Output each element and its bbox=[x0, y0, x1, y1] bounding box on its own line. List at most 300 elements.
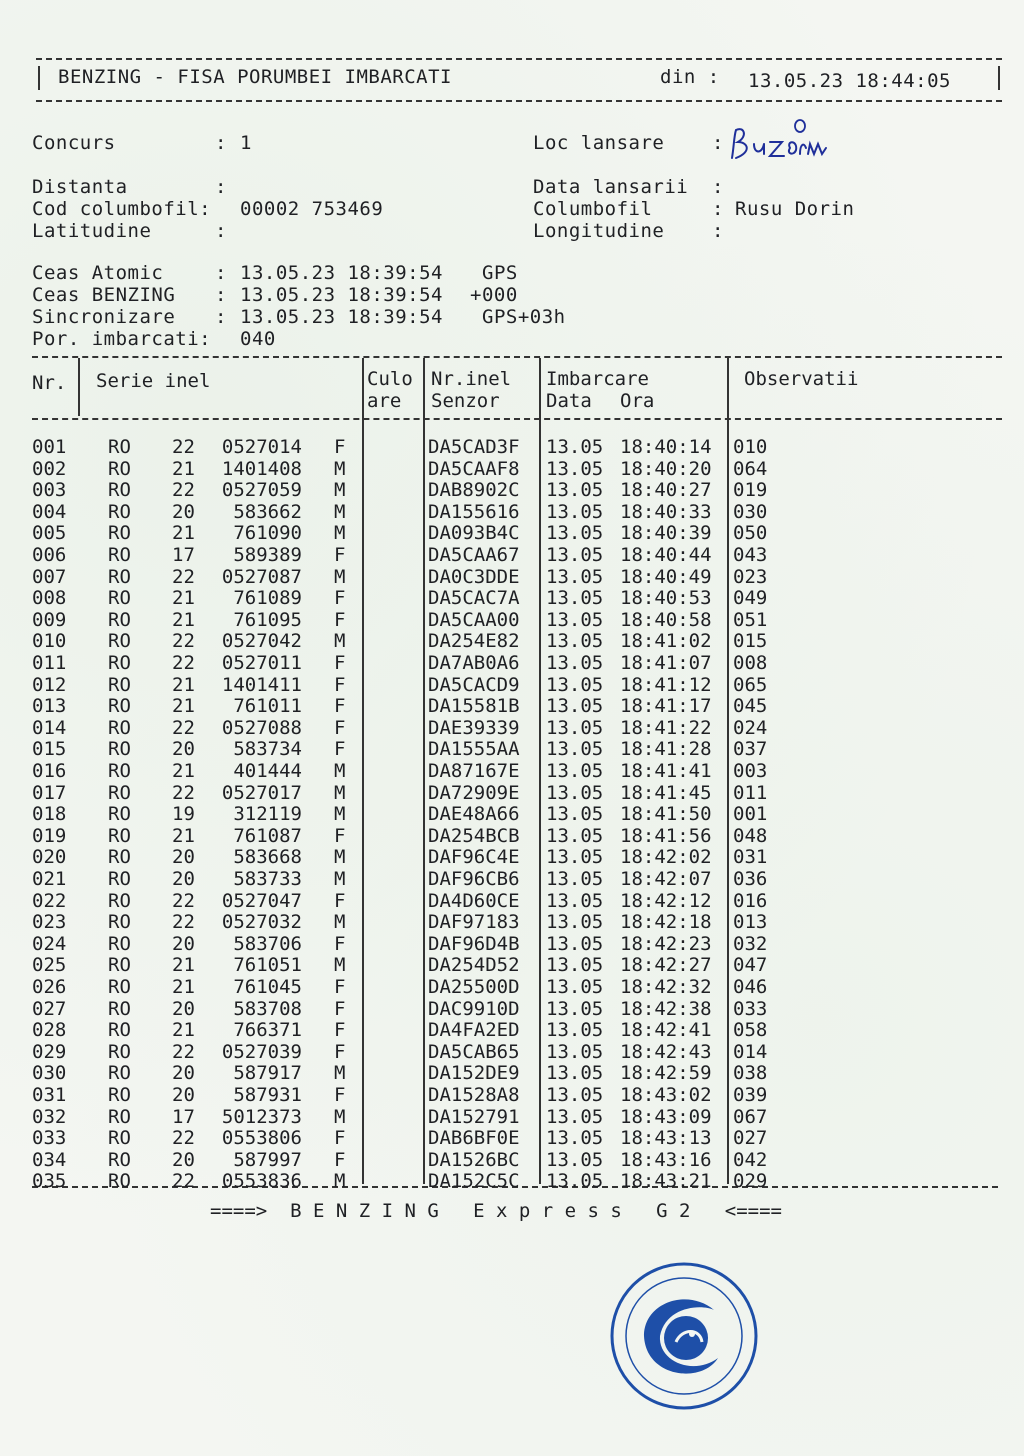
row-year: 22 bbox=[172, 436, 195, 458]
table-row bbox=[0, 479, 1024, 501]
row-sex: F bbox=[334, 738, 346, 761]
row-nr: 001 bbox=[32, 436, 67, 458]
row-sex: M bbox=[334, 630, 346, 653]
row-year: 20 bbox=[172, 932, 195, 955]
loc-lansare-label: Loc lansare bbox=[533, 132, 665, 154]
table-row bbox=[0, 825, 1024, 847]
row-time: 18:43:13 bbox=[620, 1127, 712, 1150]
row-year: 21 bbox=[172, 824, 195, 847]
row-nr: 029 bbox=[32, 1040, 67, 1063]
row-sex: F bbox=[334, 673, 346, 696]
row-country: RO bbox=[108, 652, 131, 674]
row-year: 21 bbox=[172, 522, 195, 545]
row-date: 13.05 bbox=[546, 976, 604, 998]
row-nr: 021 bbox=[32, 868, 67, 890]
row-observatii: 029 bbox=[733, 1170, 768, 1193]
row-nr: 032 bbox=[32, 1105, 67, 1128]
row-country: RO bbox=[108, 1127, 131, 1150]
row-observatii: 048 bbox=[733, 824, 768, 847]
row-observatii: 049 bbox=[733, 587, 768, 610]
row-time: 18:42:12 bbox=[620, 889, 712, 912]
ceas-atomic-colon: : bbox=[215, 262, 227, 284]
row-nr: 024 bbox=[32, 932, 67, 955]
row-date: 13.05 bbox=[546, 1084, 604, 1106]
row-observatii: 067 bbox=[733, 1105, 768, 1128]
row-time: 18:40:44 bbox=[620, 544, 712, 566]
row-ring: 583706 bbox=[233, 932, 302, 955]
row-ring: 587931 bbox=[233, 1084, 302, 1106]
row-country: RO bbox=[108, 1084, 131, 1106]
header-data: Data bbox=[546, 390, 592, 412]
row-observatii: 033 bbox=[733, 997, 768, 1020]
row-country: RO bbox=[108, 997, 131, 1020]
row-sensor: DA5CAAF8 bbox=[428, 457, 520, 480]
table-top-border bbox=[32, 356, 1002, 358]
table-row bbox=[0, 566, 1024, 588]
table-row bbox=[0, 501, 1024, 523]
row-observatii: 015 bbox=[733, 630, 768, 653]
row-sensor: DA5CAA00 bbox=[428, 608, 520, 631]
row-observatii: 051 bbox=[733, 608, 768, 631]
sincronizare-colon: : bbox=[215, 306, 227, 328]
ceas-benzing-colon: : bbox=[215, 284, 227, 306]
row-sex: F bbox=[334, 587, 346, 610]
row-date: 13.05 bbox=[546, 846, 604, 869]
row-sex: F bbox=[334, 436, 346, 458]
row-sensor: DAF96D4B bbox=[428, 932, 520, 955]
row-year: 22 bbox=[172, 911, 195, 934]
row-year: 22 bbox=[172, 716, 195, 739]
header-nrinel-2: Senzor bbox=[431, 390, 500, 412]
table-row bbox=[0, 587, 1024, 609]
row-sex: F bbox=[334, 824, 346, 847]
row-ring: 583708 bbox=[233, 997, 302, 1020]
row-sex: F bbox=[334, 544, 346, 566]
row-sex: M bbox=[334, 1105, 346, 1128]
table-row bbox=[0, 1149, 1024, 1171]
row-year: 21 bbox=[172, 695, 195, 718]
longitudine-colon: : bbox=[712, 220, 724, 242]
row-sensor: DA15581B bbox=[428, 695, 520, 718]
row-sex: M bbox=[334, 1062, 346, 1085]
table-row bbox=[0, 674, 1024, 696]
row-observatii: 016 bbox=[733, 889, 768, 912]
row-year: 20 bbox=[172, 1062, 195, 1085]
row-sex: F bbox=[334, 1019, 346, 1042]
row-year: 20 bbox=[172, 500, 195, 523]
row-sensor: DA5CAD3F bbox=[428, 436, 520, 458]
row-year: 21 bbox=[172, 976, 195, 998]
header-serie-inel: Serie inel bbox=[96, 370, 211, 392]
row-ring: 761090 bbox=[233, 522, 302, 545]
data-lansarii-label: Data lansarii bbox=[533, 176, 689, 198]
row-time: 18:41:12 bbox=[620, 673, 712, 696]
table-row bbox=[0, 1062, 1024, 1084]
sincronizare-value: 13.05.23 18:39:54 bbox=[240, 306, 443, 328]
row-nr: 015 bbox=[32, 738, 67, 761]
row-sensor: DA5CAC7A bbox=[428, 587, 520, 610]
row-nr: 007 bbox=[32, 565, 67, 588]
row-ring: 0527039 bbox=[221, 1040, 302, 1063]
row-time: 18:42:23 bbox=[620, 932, 712, 955]
table-row bbox=[0, 868, 1024, 890]
table-row bbox=[0, 1106, 1024, 1128]
ceas-benzing-value: 13.05.23 18:39:54 bbox=[240, 284, 443, 306]
row-ring: 1401408 bbox=[221, 457, 302, 480]
table-row bbox=[0, 976, 1024, 998]
row-sensor: DA0C3DDE bbox=[428, 565, 520, 588]
row-observatii: 064 bbox=[733, 457, 768, 480]
table-row bbox=[0, 652, 1024, 674]
row-date: 13.05 bbox=[546, 954, 604, 977]
ceas-atomic-suffix: GPS bbox=[482, 262, 518, 284]
row-country: RO bbox=[108, 457, 131, 480]
row-country: RO bbox=[108, 1148, 131, 1171]
table-row bbox=[0, 890, 1024, 912]
row-country: RO bbox=[108, 868, 131, 890]
row-year: 22 bbox=[172, 565, 195, 588]
row-nr: 035 bbox=[32, 1170, 67, 1193]
row-ring: 0527088 bbox=[221, 716, 302, 739]
row-year: 20 bbox=[172, 1148, 195, 1171]
row-sensor: DAF97183 bbox=[428, 911, 520, 934]
row-country: RO bbox=[108, 846, 131, 869]
row-nr: 016 bbox=[32, 760, 67, 782]
header-nrinel-1: Nr.inel bbox=[431, 368, 512, 390]
row-date: 13.05 bbox=[546, 695, 604, 718]
row-nr: 002 bbox=[32, 457, 67, 480]
row-observatii: 019 bbox=[733, 479, 768, 502]
row-nr: 004 bbox=[32, 500, 67, 523]
row-date: 13.05 bbox=[546, 1127, 604, 1150]
row-country: RO bbox=[108, 716, 131, 739]
table-row bbox=[0, 1041, 1024, 1063]
row-time: 18:41:56 bbox=[620, 824, 712, 847]
row-date: 13.05 bbox=[546, 544, 604, 566]
table-header-bottom-border bbox=[32, 418, 1002, 420]
row-date: 13.05 bbox=[546, 1148, 604, 1171]
row-country: RO bbox=[108, 932, 131, 955]
row-time: 18:40:27 bbox=[620, 479, 712, 502]
cod-columbofil-label: Cod columbofil: bbox=[32, 198, 212, 220]
row-sex: M bbox=[334, 522, 346, 545]
row-ring: 587997 bbox=[233, 1148, 302, 1171]
row-sensor: DA152791 bbox=[428, 1105, 520, 1128]
row-date: 13.05 bbox=[546, 673, 604, 696]
row-observatii: 042 bbox=[733, 1148, 768, 1171]
row-ring: 583733 bbox=[233, 868, 302, 890]
table-row bbox=[0, 933, 1024, 955]
table-row bbox=[0, 911, 1024, 933]
row-sensor: DA5CACD9 bbox=[428, 673, 520, 696]
row-observatii: 024 bbox=[733, 716, 768, 739]
row-time: 18:40:53 bbox=[620, 587, 712, 610]
row-sex: M bbox=[334, 500, 346, 523]
row-country: RO bbox=[108, 436, 131, 458]
row-ring: 1401411 bbox=[221, 673, 302, 696]
row-country: RO bbox=[108, 889, 131, 912]
header-bottom-border bbox=[36, 100, 1002, 102]
row-ring: 0527042 bbox=[221, 630, 302, 653]
row-date: 13.05 bbox=[546, 1105, 604, 1128]
table-row bbox=[0, 782, 1024, 804]
row-nr: 013 bbox=[32, 695, 67, 718]
row-nr: 022 bbox=[32, 889, 67, 912]
row-date: 13.05 bbox=[546, 500, 604, 523]
table-row bbox=[0, 717, 1024, 739]
row-sensor: DA155616 bbox=[428, 500, 520, 523]
longitudine-label: Longitudine bbox=[533, 220, 665, 242]
row-ring: 0527087 bbox=[221, 565, 302, 588]
row-nr: 027 bbox=[32, 997, 67, 1020]
row-ring: 312119 bbox=[233, 803, 302, 826]
row-ring: 0527011 bbox=[221, 652, 302, 674]
row-observatii: 003 bbox=[733, 760, 768, 782]
header-left-border bbox=[38, 66, 40, 90]
row-nr: 031 bbox=[32, 1084, 67, 1106]
header-right-border bbox=[998, 66, 1000, 90]
row-date: 13.05 bbox=[546, 608, 604, 631]
row-time: 18:41:45 bbox=[620, 781, 712, 804]
header-culoare-1: Culo bbox=[367, 368, 413, 390]
row-year: 22 bbox=[172, 479, 195, 502]
row-time: 18:43:21 bbox=[620, 1170, 712, 1193]
report-title: BENZING - FISA PORUMBEI IMBARCATI bbox=[58, 66, 452, 88]
data-lansarii-colon: : bbox=[712, 176, 724, 198]
row-country: RO bbox=[108, 1040, 131, 1063]
row-sex: M bbox=[334, 760, 346, 782]
concurs-value: 1 bbox=[240, 132, 252, 154]
row-year: 17 bbox=[172, 544, 195, 566]
concurs-label: Concurs bbox=[32, 132, 116, 154]
row-year: 22 bbox=[172, 630, 195, 653]
row-sensor: DAF96CB6 bbox=[428, 868, 520, 890]
row-sex: F bbox=[334, 1084, 346, 1106]
table-row bbox=[0, 522, 1024, 544]
row-date: 13.05 bbox=[546, 781, 604, 804]
row-date: 13.05 bbox=[546, 911, 604, 934]
columbofil-colon: : bbox=[712, 198, 724, 220]
row-year: 19 bbox=[172, 803, 195, 826]
row-ring: 401444 bbox=[233, 760, 302, 782]
row-year: 20 bbox=[172, 1084, 195, 1106]
row-sensor: DA1526BC bbox=[428, 1148, 520, 1171]
row-nr: 028 bbox=[32, 1019, 67, 1042]
row-year: 21 bbox=[172, 608, 195, 631]
row-time: 18:41:17 bbox=[620, 695, 712, 718]
row-date: 13.05 bbox=[546, 457, 604, 480]
table-row bbox=[0, 609, 1024, 631]
row-ring: 0527047 bbox=[221, 889, 302, 912]
row-observatii: 058 bbox=[733, 1019, 768, 1042]
report-date-value: 13.05.23 18:44:05 bbox=[748, 70, 951, 92]
columbofil-value: Rusu Dorin bbox=[735, 198, 855, 220]
row-nr: 026 bbox=[32, 976, 67, 998]
row-observatii: 031 bbox=[733, 846, 768, 869]
row-sex: F bbox=[334, 695, 346, 718]
row-observatii: 037 bbox=[733, 738, 768, 761]
header-ora: Ora bbox=[620, 390, 655, 412]
row-country: RO bbox=[108, 976, 131, 998]
row-year: 22 bbox=[172, 1170, 195, 1193]
row-year: 22 bbox=[172, 889, 195, 912]
row-year: 20 bbox=[172, 846, 195, 869]
row-sex: F bbox=[334, 889, 346, 912]
row-sensor: DA1528A8 bbox=[428, 1084, 520, 1106]
row-year: 20 bbox=[172, 868, 195, 890]
row-ring: 0527017 bbox=[221, 781, 302, 804]
row-country: RO bbox=[108, 1019, 131, 1042]
table-row bbox=[0, 738, 1024, 760]
row-sensor: DAC9910D bbox=[428, 997, 520, 1020]
row-observatii: 008 bbox=[733, 652, 768, 674]
table-row bbox=[0, 630, 1024, 652]
row-observatii: 039 bbox=[733, 1084, 768, 1106]
row-country: RO bbox=[108, 500, 131, 523]
table-row bbox=[0, 760, 1024, 782]
row-nr: 025 bbox=[32, 954, 67, 977]
row-sensor: DAE39339 bbox=[428, 716, 520, 739]
row-year: 20 bbox=[172, 997, 195, 1020]
row-sensor: DA152DE9 bbox=[428, 1062, 520, 1085]
row-time: 18:43:09 bbox=[620, 1105, 712, 1128]
row-sex: F bbox=[334, 716, 346, 739]
row-date: 13.05 bbox=[546, 824, 604, 847]
row-nr: 012 bbox=[32, 673, 67, 696]
row-time: 18:41:50 bbox=[620, 803, 712, 826]
row-sex: F bbox=[334, 608, 346, 631]
row-year: 21 bbox=[172, 457, 195, 480]
row-ring: 583734 bbox=[233, 738, 302, 761]
loc-lansare-colon: : bbox=[712, 132, 724, 154]
row-nr: 033 bbox=[32, 1127, 67, 1150]
latitudine-colon: : bbox=[215, 220, 227, 242]
row-ring: 587917 bbox=[233, 1062, 302, 1085]
row-observatii: 013 bbox=[733, 911, 768, 934]
row-observatii: 046 bbox=[733, 976, 768, 998]
row-time: 18:40:20 bbox=[620, 457, 712, 480]
table-row bbox=[0, 695, 1024, 717]
row-date: 13.05 bbox=[546, 1040, 604, 1063]
row-time: 18:42:27 bbox=[620, 954, 712, 977]
row-sex: F bbox=[334, 932, 346, 955]
row-observatii: 014 bbox=[733, 1040, 768, 1063]
row-time: 18:42:38 bbox=[620, 997, 712, 1020]
columbofil-label: Columbofil bbox=[533, 198, 653, 220]
row-time: 18:41:41 bbox=[620, 760, 712, 782]
row-sex: M bbox=[334, 911, 346, 934]
porumbei-imbarcati-label: Por. imbarcati: bbox=[32, 328, 212, 350]
header-top-border bbox=[36, 58, 1002, 60]
row-year: 17 bbox=[172, 1105, 195, 1128]
ceas-benzing-label: Ceas BENZING bbox=[32, 284, 176, 306]
ceas-benzing-suffix: +000 bbox=[470, 284, 518, 306]
table-row bbox=[0, 954, 1024, 976]
row-observatii: 011 bbox=[733, 781, 768, 804]
row-time: 18:42:41 bbox=[620, 1019, 712, 1042]
report-date-label: din : bbox=[660, 66, 720, 88]
row-time: 18:40:33 bbox=[620, 500, 712, 523]
row-date: 13.05 bbox=[546, 1019, 604, 1042]
row-ring: 583668 bbox=[233, 846, 302, 869]
ceas-atomic-value: 13.05.23 18:39:54 bbox=[240, 262, 443, 284]
row-time: 18:40:58 bbox=[620, 608, 712, 631]
row-time: 18:40:49 bbox=[620, 565, 712, 588]
row-nr: 019 bbox=[32, 824, 67, 847]
row-sex: F bbox=[334, 1148, 346, 1171]
row-sensor: DA4D60CE bbox=[428, 889, 520, 912]
row-ring: 761089 bbox=[233, 587, 302, 610]
row-sensor: DA1555AA bbox=[428, 738, 520, 761]
row-ring: 0553836 bbox=[221, 1170, 302, 1193]
row-observatii: 010 bbox=[733, 436, 768, 458]
row-sensor: DA254BCB bbox=[428, 824, 520, 847]
row-sensor: DAB8902C bbox=[428, 479, 520, 502]
row-date: 13.05 bbox=[546, 565, 604, 588]
table-row bbox=[0, 544, 1024, 566]
table-row bbox=[0, 846, 1024, 868]
row-ring: 589389 bbox=[233, 544, 302, 566]
row-nr: 014 bbox=[32, 716, 67, 739]
row-observatii: 036 bbox=[733, 868, 768, 890]
row-sensor: DA093B4C bbox=[428, 522, 520, 545]
benzing-footer: ====> B E N Z I N G E x p r e s s G 2 <==== bbox=[210, 1200, 782, 1222]
row-date: 13.05 bbox=[546, 436, 604, 458]
row-country: RO bbox=[108, 803, 131, 826]
row-date: 13.05 bbox=[546, 652, 604, 674]
row-country: RO bbox=[108, 1105, 131, 1128]
row-date: 13.05 bbox=[546, 522, 604, 545]
row-time: 18:41:28 bbox=[620, 738, 712, 761]
row-country: RO bbox=[108, 1170, 131, 1193]
row-ring: 5012373 bbox=[221, 1105, 302, 1128]
row-ring: 0527059 bbox=[221, 479, 302, 502]
row-year: 22 bbox=[172, 652, 195, 674]
row-sensor: DA254E82 bbox=[428, 630, 520, 653]
porumbei-imbarcati-value: 040 bbox=[240, 328, 276, 350]
table-row bbox=[0, 803, 1024, 825]
row-time: 18:41:07 bbox=[620, 652, 712, 674]
row-year: 20 bbox=[172, 738, 195, 761]
concurs-colon: : bbox=[215, 132, 227, 154]
distanta-colon: : bbox=[215, 176, 227, 198]
row-observatii: 045 bbox=[733, 695, 768, 718]
row-nr: 034 bbox=[32, 1148, 67, 1171]
row-nr: 005 bbox=[32, 522, 67, 545]
row-nr: 010 bbox=[32, 630, 67, 653]
row-ring: 0527032 bbox=[221, 911, 302, 934]
row-sensor: DA5CAB65 bbox=[428, 1040, 520, 1063]
row-year: 22 bbox=[172, 1040, 195, 1063]
row-country: RO bbox=[108, 630, 131, 653]
row-nr: 023 bbox=[32, 911, 67, 934]
row-observatii: 032 bbox=[733, 932, 768, 955]
row-country: RO bbox=[108, 544, 131, 566]
row-observatii: 043 bbox=[733, 544, 768, 566]
row-ring: 0553806 bbox=[221, 1127, 302, 1150]
row-year: 22 bbox=[172, 1127, 195, 1150]
row-year: 21 bbox=[172, 1019, 195, 1042]
row-date: 13.05 bbox=[546, 932, 604, 955]
sincronizare-label: Sincronizare bbox=[32, 306, 176, 328]
row-sex: M bbox=[334, 1170, 346, 1193]
row-sex: F bbox=[334, 1040, 346, 1063]
row-observatii: 027 bbox=[733, 1127, 768, 1150]
row-year: 21 bbox=[172, 587, 195, 610]
row-ring: 583662 bbox=[233, 500, 302, 523]
row-sex: M bbox=[334, 846, 346, 869]
row-sensor: DA7AB0A6 bbox=[428, 652, 520, 674]
